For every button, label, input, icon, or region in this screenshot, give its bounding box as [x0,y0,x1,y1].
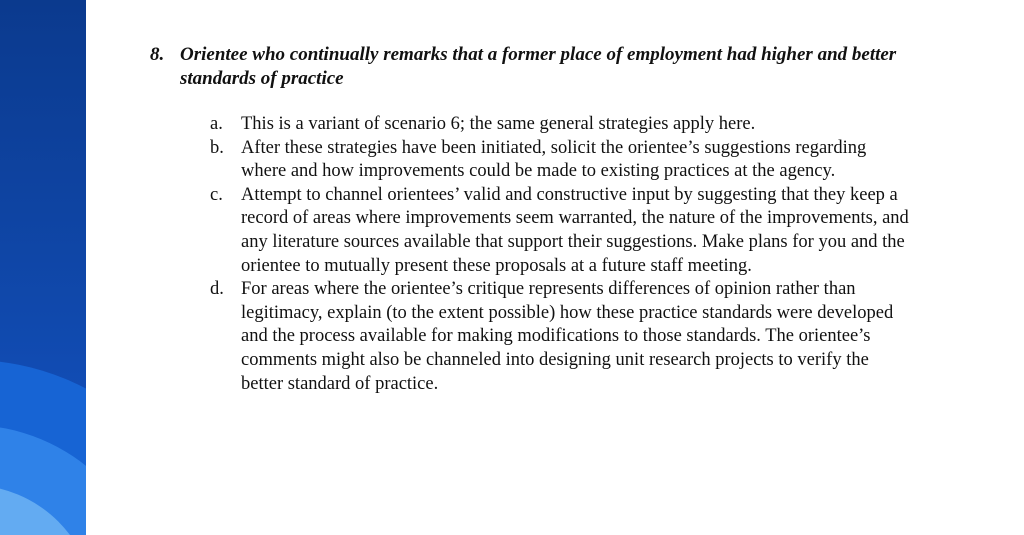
list-item-c [210,184,910,278]
list-item-text: Attempt to channel orientees’ valid and constructive input by suggesting that they keep a record of areas where improvements seem warranted, the nature of the improvements, and any literature sources available that support their suggestions. Make plans for you and the orientee to mutually present these proposals at a future staff meeting. [241,184,909,276]
strategy-list [210,113,910,396]
list-item-a [210,113,910,137]
heading-text: Orientee who continually remarks that a former place of employment had higher and better standards of practice [180,44,897,89]
list-item-b [210,137,910,184]
list-item-text: This is a variant of scenario 6; the same general strategies apply here. [241,114,756,134]
list-item-d [210,278,910,396]
list-marker: c. [210,184,223,205]
list-marker: b. [210,137,224,158]
scenario-heading [150,43,910,91]
heading-number: 8. [150,44,165,65]
list-item-text: After these strategies have been initiated, solicit the orientee’s suggestions regarding where and how improvements could be made to existing practices at the agency. [241,137,867,182]
list-marker: a. [210,114,223,134]
list-item-text: For areas where the orientee’s critique represents differences of opinion rather than legitimacy, explain (to the extent possible) how these practice standards were developed and the process available for making modifications to those standards. The orientee’s comments might also be channeled into designing unit research projects to verify the better standard of practice. [241,279,894,394]
list-marker: d. [210,279,224,300]
